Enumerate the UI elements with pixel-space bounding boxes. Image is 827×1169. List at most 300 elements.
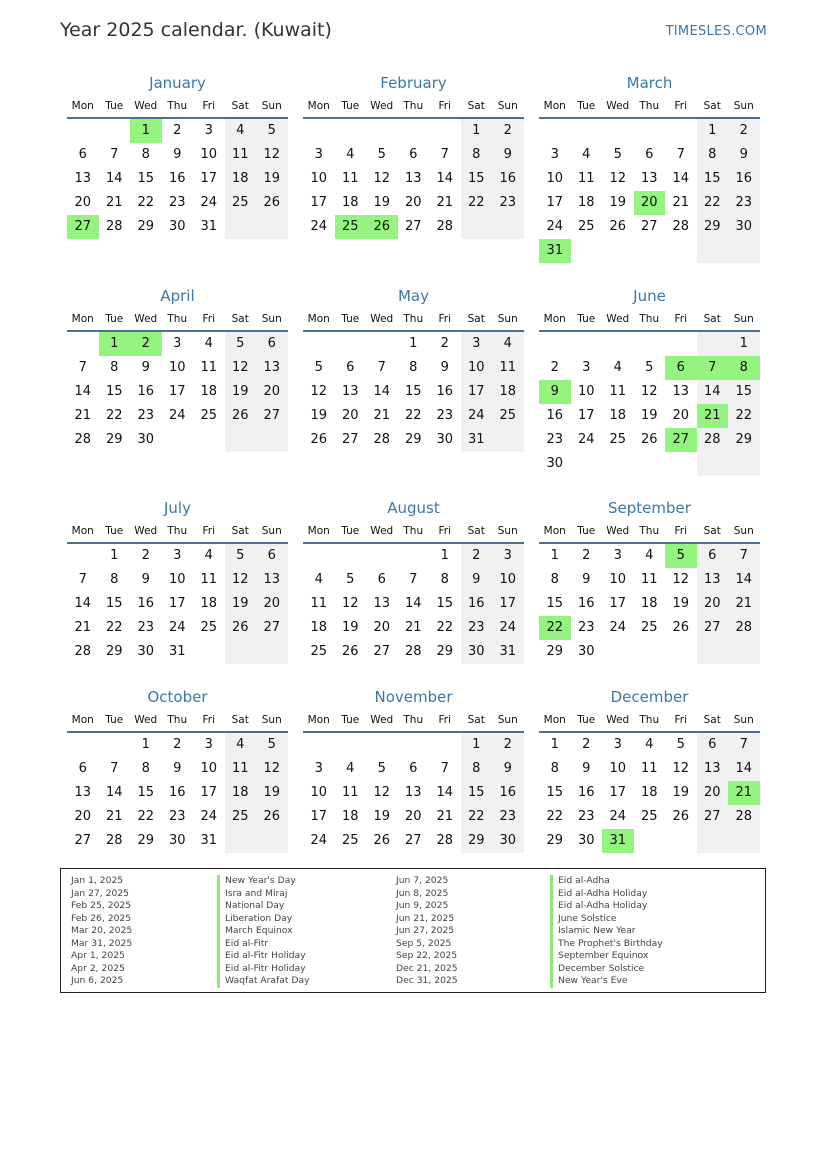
holiday-date: Apr 1, 2025 (71, 950, 125, 961)
day-cell: 20 (74, 195, 92, 210)
empty-cell (429, 733, 461, 757)
day-cell: 10 (200, 147, 218, 162)
weekday-label: Mon (71, 313, 94, 325)
weekday-label: Thu (403, 313, 424, 325)
weekday-header (539, 709, 760, 733)
weekday-label: Wed (606, 525, 630, 537)
holiday-date: Dec 21, 2025 (396, 962, 458, 974)
empty-cell (335, 544, 367, 568)
day-cell: 24 (200, 809, 218, 824)
day-cell: 26 (310, 432, 328, 447)
day-cell: 7 (78, 360, 87, 375)
weekday-label: Mon (543, 525, 566, 537)
day-cell: 13 (74, 171, 92, 186)
weekday-label: Sat (231, 313, 249, 325)
day-cell: 17 (200, 171, 218, 186)
weekday-label: Tue (105, 525, 124, 537)
empty-cell (665, 119, 697, 143)
day-cell: 13 (74, 785, 92, 800)
day-cell: 10 (461, 356, 493, 380)
month-name: January (149, 74, 206, 92)
day-cell: 15 (105, 596, 123, 611)
day-cell: 1 (130, 119, 162, 143)
weekday-label: Sat (231, 714, 249, 726)
day-cell: 3 (314, 147, 323, 162)
day-cell: 1 (461, 119, 493, 143)
weekday-label: Sun (733, 525, 754, 537)
day-cell: 19 (640, 408, 658, 423)
holiday-name: Eid al-Fitr Holiday (217, 950, 310, 963)
day-cell: 10 (492, 568, 524, 592)
weekday-label: Sun (497, 100, 518, 112)
weekday-label: Mon (543, 100, 566, 112)
weekday-header (303, 520, 524, 544)
day-cell: 31 (168, 644, 186, 659)
day-cell: 5 (377, 147, 386, 162)
day-cell: 13 (640, 171, 658, 186)
day-cell: 19 (256, 167, 288, 191)
day-cell: 11 (640, 761, 658, 776)
empty-cell (728, 829, 760, 853)
day-cell: 21 (728, 592, 760, 616)
holiday-date: Jun 8, 2025 (396, 887, 449, 899)
empty-cell (303, 733, 335, 757)
day-cell: 14 (672, 171, 690, 186)
day-cell: 5 (314, 360, 323, 375)
empty-cell (256, 215, 288, 239)
holiday-name: Islamic New Year (550, 925, 663, 938)
day-cell: 9 (492, 757, 524, 781)
day-cell: 10 (310, 785, 328, 800)
day-cell: 11 (225, 757, 257, 781)
day-cell: 25 (200, 408, 218, 423)
weekday-header (303, 95, 524, 119)
legend-names-left (217, 875, 310, 988)
day-cell: 30 (137, 432, 155, 447)
day-cell: 4 (645, 548, 654, 563)
month-may (303, 284, 524, 452)
day-cell: 9 (582, 572, 591, 587)
day-cell: 24 (609, 809, 627, 824)
day-cell: 9 (173, 147, 182, 162)
weekday-header (539, 520, 760, 544)
legend-names-right (550, 875, 663, 988)
empty-cell (67, 119, 99, 143)
day-cell: 15 (697, 167, 729, 191)
day-cell: 1 (409, 336, 418, 351)
weekday-header (303, 308, 524, 332)
empty-cell (602, 119, 634, 143)
day-cell: 8 (409, 360, 418, 375)
day-cell: 21 (697, 404, 729, 428)
days-grid (67, 332, 288, 452)
weekday-header (67, 95, 288, 119)
day-cell: 9 (141, 360, 150, 375)
day-cell: 18 (640, 785, 658, 800)
weekday-label: Tue (105, 100, 124, 112)
day-cell: 4 (645, 737, 654, 752)
day-cell: 31 (200, 833, 218, 848)
day-cell: 25 (335, 215, 367, 239)
month-name: August (387, 499, 440, 517)
day-cell: 20 (256, 380, 288, 404)
empty-cell (335, 332, 367, 356)
day-cell: 12 (256, 143, 288, 167)
weekday-label: Thu (403, 525, 424, 537)
weekday-label: Wed (606, 714, 630, 726)
empty-cell (602, 239, 634, 263)
day-cell: 18 (640, 596, 658, 611)
day-cell: 17 (461, 380, 493, 404)
days-grid (67, 733, 288, 853)
empty-cell (728, 239, 760, 263)
day-cell: 7 (440, 761, 449, 776)
empty-cell (602, 452, 634, 476)
day-cell: 3 (492, 544, 524, 568)
day-cell: 21 (105, 195, 123, 210)
weekday-label: Wed (134, 714, 158, 726)
weekday-label: Mon (307, 714, 330, 726)
day-cell: 29 (137, 833, 155, 848)
weekday-label: Sat (703, 714, 721, 726)
weekday-label: Mon (307, 313, 330, 325)
day-cell: 20 (697, 781, 729, 805)
days-grid (303, 544, 524, 664)
day-cell: 15 (404, 384, 422, 399)
day-cell: 29 (404, 432, 422, 447)
weekday-label: Thu (403, 100, 424, 112)
day-cell: 25 (310, 644, 328, 659)
empty-cell (99, 119, 131, 143)
weekday-label: Sat (467, 100, 485, 112)
weekday-label: Wed (370, 525, 394, 537)
weekday-label: Thu (167, 100, 188, 112)
day-cell: 10 (609, 572, 627, 587)
day-cell: 13 (697, 568, 729, 592)
day-cell: 4 (582, 147, 591, 162)
weekday-label: Mon (543, 313, 566, 325)
day-cell: 15 (137, 785, 155, 800)
day-cell: 17 (310, 195, 328, 210)
day-cell: 7 (409, 572, 418, 587)
day-cell: 23 (546, 432, 564, 447)
day-cell: 30 (728, 215, 760, 239)
day-cell: 8 (110, 572, 119, 587)
day-cell: 5 (645, 360, 654, 375)
empty-cell (634, 452, 666, 476)
day-cell: 5 (377, 761, 386, 776)
day-cell: 23 (461, 616, 493, 640)
weekday-label: Wed (134, 313, 158, 325)
empty-cell (225, 640, 257, 664)
weekday-label: Fri (674, 525, 687, 537)
day-cell: 25 (200, 620, 218, 635)
day-cell: 16 (137, 596, 155, 611)
day-cell: 30 (492, 829, 524, 853)
day-cell: 4 (346, 147, 355, 162)
legend-dates-right (396, 875, 458, 988)
weekday-label: Wed (606, 313, 630, 325)
empty-cell (634, 239, 666, 263)
day-cell: 19 (373, 195, 391, 210)
day-cell: 11 (341, 171, 359, 186)
weekday-label: Sat (231, 525, 249, 537)
day-cell: 26 (341, 644, 359, 659)
empty-cell (67, 733, 99, 757)
day-cell: 14 (74, 384, 92, 399)
holiday-name: Eid al-Fitr (217, 938, 310, 951)
day-cell: 23 (492, 191, 524, 215)
weekday-label: Tue (577, 714, 596, 726)
weekday-label: Sat (467, 313, 485, 325)
day-cell: 6 (78, 761, 87, 776)
month-july (67, 496, 288, 664)
day-cell: 6 (645, 147, 654, 162)
day-cell: 12 (341, 596, 359, 611)
day-cell: 28 (436, 219, 454, 234)
day-cell: 12 (672, 572, 690, 587)
day-cell: 27 (341, 432, 359, 447)
day-cell: 2 (582, 737, 591, 752)
day-cell: 26 (225, 404, 257, 428)
day-cell: 3 (204, 737, 213, 752)
weekday-label: Wed (370, 714, 394, 726)
day-cell: 27 (665, 428, 697, 452)
day-cell: 6 (409, 147, 418, 162)
month-august (303, 496, 524, 664)
holiday-date: Apr 2, 2025 (71, 962, 125, 974)
day-cell: 1 (99, 332, 131, 356)
month-name: September (608, 499, 691, 517)
day-cell: 6 (697, 733, 729, 757)
weekday-label: Fri (438, 100, 451, 112)
day-cell: 17 (310, 809, 328, 824)
empty-cell (602, 332, 634, 356)
day-cell: 18 (200, 384, 218, 399)
day-cell: 9 (173, 761, 182, 776)
day-cell: 17 (609, 596, 627, 611)
day-cell: 9 (461, 568, 493, 592)
empty-cell (571, 332, 603, 356)
weekday-label: Wed (134, 525, 158, 537)
empty-cell (366, 733, 398, 757)
weekday-label: Thu (167, 525, 188, 537)
day-cell: 8 (141, 147, 150, 162)
day-cell: 15 (461, 167, 493, 191)
empty-cell (162, 428, 194, 452)
brand-link[interactable]: TIMESLES.COM (665, 24, 767, 39)
day-cell: 29 (461, 829, 493, 853)
holiday-date: Sep 5, 2025 (396, 937, 452, 949)
day-cell: 17 (492, 592, 524, 616)
day-cell: 21 (436, 809, 454, 824)
holiday-name: Liberation Day (217, 913, 310, 926)
holiday-date: Sep 22, 2025 (396, 950, 458, 961)
empty-cell (697, 640, 729, 664)
day-cell: 9 (492, 143, 524, 167)
day-cell: 26 (672, 620, 690, 635)
day-cell: 22 (461, 191, 493, 215)
day-cell: 24 (492, 616, 524, 640)
empty-cell (225, 428, 257, 452)
day-cell: 6 (665, 356, 697, 380)
day-cell: 20 (697, 592, 729, 616)
day-cell: 23 (436, 408, 454, 423)
day-cell: 20 (672, 408, 690, 423)
day-cell: 26 (366, 215, 398, 239)
weekday-header (67, 308, 288, 332)
day-cell: 13 (404, 785, 422, 800)
day-cell: 23 (168, 809, 186, 824)
day-cell: 24 (200, 195, 218, 210)
day-cell: 27 (404, 833, 422, 848)
empty-cell (634, 829, 666, 853)
day-cell: 13 (256, 568, 288, 592)
weekday-label: Mon (71, 714, 94, 726)
day-cell: 20 (373, 620, 391, 635)
weekday-label: Mon (307, 525, 330, 537)
day-cell: 8 (440, 572, 449, 587)
day-cell: 22 (728, 404, 760, 428)
day-cell: 21 (373, 408, 391, 423)
empty-cell (67, 332, 99, 356)
days-grid (539, 544, 760, 664)
weekday-label: Thu (639, 313, 660, 325)
days-grid (67, 544, 288, 664)
day-cell: 10 (200, 761, 218, 776)
day-cell: 3 (204, 123, 213, 138)
weekday-label: Sat (703, 525, 721, 537)
empty-cell (303, 544, 335, 568)
day-cell: 14 (697, 380, 729, 404)
day-cell: 17 (168, 596, 186, 611)
days-grid (539, 119, 760, 263)
day-cell: 14 (404, 596, 422, 611)
day-cell: 17 (609, 785, 627, 800)
day-cell: 12 (672, 761, 690, 776)
weekday-label: Tue (341, 525, 360, 537)
day-cell: 28 (728, 805, 760, 829)
empty-cell (256, 829, 288, 853)
day-cell: 21 (436, 195, 454, 210)
empty-cell (665, 452, 697, 476)
day-cell: 4 (346, 761, 355, 776)
day-cell: 13 (672, 384, 690, 399)
empty-cell (571, 452, 603, 476)
day-cell: 12 (373, 171, 391, 186)
day-cell: 16 (492, 781, 524, 805)
day-cell: 3 (461, 332, 493, 356)
empty-cell (398, 733, 430, 757)
day-cell: 2 (440, 336, 449, 351)
month-name: April (160, 287, 195, 305)
day-cell: 16 (168, 785, 186, 800)
days-grid (303, 332, 524, 452)
day-cell: 29 (728, 428, 760, 452)
day-cell: 12 (373, 785, 391, 800)
weekday-header (303, 709, 524, 733)
weekday-label: Tue (341, 714, 360, 726)
page-title: Year 2025 calendar. (Kuwait) (60, 19, 332, 41)
day-cell: 11 (577, 171, 595, 186)
day-cell: 19 (672, 785, 690, 800)
empty-cell (256, 428, 288, 452)
empty-cell (539, 119, 571, 143)
day-cell: 27 (697, 805, 729, 829)
day-cell: 1 (440, 548, 449, 563)
weekday-label: Tue (341, 100, 360, 112)
day-cell: 12 (310, 384, 328, 399)
weekday-label: Sun (261, 100, 282, 112)
day-cell: 28 (105, 833, 123, 848)
empty-cell (665, 640, 697, 664)
empty-cell (193, 428, 225, 452)
weekday-label: Thu (639, 525, 660, 537)
weekday-header (67, 520, 288, 544)
weekday-label: Sun (497, 313, 518, 325)
day-cell: 6 (697, 544, 729, 568)
day-cell: 18 (492, 380, 524, 404)
day-cell: 27 (640, 219, 658, 234)
empty-cell (665, 829, 697, 853)
day-cell: 18 (225, 167, 257, 191)
weekday-label: Thu (403, 714, 424, 726)
day-cell: 13 (697, 757, 729, 781)
day-cell: 2 (173, 737, 182, 752)
day-cell: 22 (404, 408, 422, 423)
weekday-label: Wed (134, 100, 158, 112)
day-cell: 26 (256, 805, 288, 829)
day-cell: 12 (225, 356, 257, 380)
empty-cell (492, 428, 524, 452)
day-cell: 20 (404, 195, 422, 210)
day-cell: 9 (728, 143, 760, 167)
day-cell: 2 (550, 360, 559, 375)
day-cell: 26 (640, 432, 658, 447)
holiday-date: Jun 6, 2025 (71, 975, 124, 986)
day-cell: 23 (577, 809, 595, 824)
day-cell: 21 (74, 620, 92, 635)
month-march (539, 71, 760, 263)
empty-cell (335, 119, 367, 143)
day-cell: 22 (546, 809, 564, 824)
day-cell: 12 (225, 568, 257, 592)
day-cell: 16 (492, 167, 524, 191)
day-cell: 7 (728, 733, 760, 757)
weekday-label: Mon (307, 100, 330, 112)
day-cell: 4 (613, 360, 622, 375)
day-cell: 24 (310, 833, 328, 848)
day-cell: 8 (110, 360, 119, 375)
day-cell: 7 (110, 761, 119, 776)
weekday-label: Sun (733, 313, 754, 325)
day-cell: 3 (173, 548, 182, 563)
day-cell: 27 (67, 215, 99, 239)
holiday-name: Eid al-Adha (550, 875, 663, 888)
day-cell: 10 (168, 572, 186, 587)
empty-cell (697, 829, 729, 853)
day-cell: 14 (105, 785, 123, 800)
empty-cell (398, 119, 430, 143)
days-grid (67, 119, 288, 239)
empty-cell (634, 640, 666, 664)
weekday-label: Fri (674, 714, 687, 726)
month-february (303, 71, 524, 239)
day-cell: 11 (200, 360, 218, 375)
day-cell: 6 (377, 572, 386, 587)
day-cell: 1 (461, 733, 493, 757)
weekday-label: Sat (467, 714, 485, 726)
